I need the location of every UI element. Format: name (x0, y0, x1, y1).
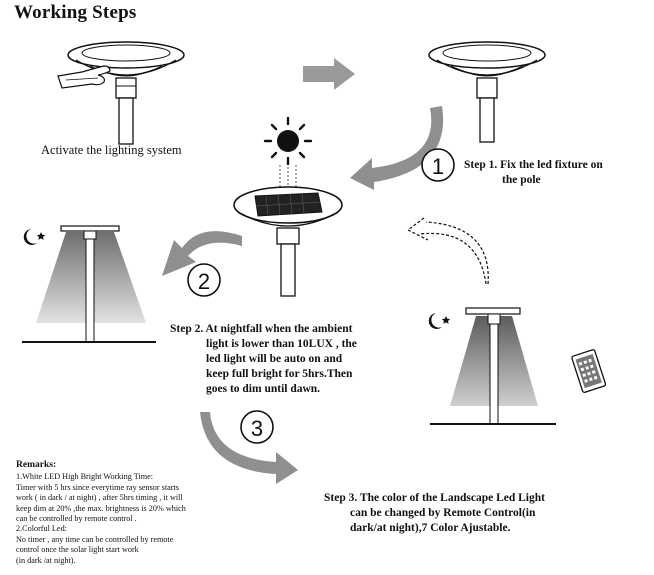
step-1-number: 1 (431, 154, 445, 179)
solar-lamp-illustration (234, 187, 342, 296)
page-title: Working Steps (14, 2, 137, 23)
step-2-line-3: led light will be auto on and (206, 353, 343, 365)
step-2-line-5: goes to dim until dawn. (206, 383, 321, 395)
step-2-line-4: keep full bright for 5hrs.Then (206, 368, 353, 380)
remarks-line: keep dim at 20% ,the max. brightness is 20% which (16, 503, 186, 513)
step-1-text (464, 158, 603, 188)
remarks-line: can be controlled by remote control . (16, 514, 137, 524)
step-2-text (170, 322, 357, 397)
hand-icon (58, 66, 110, 88)
step-3-line-1: Step 3. The color of the Landscape Led Light (324, 492, 545, 504)
remarks-line: 2.Colorful Led: (16, 524, 67, 534)
moon-star-icon (24, 229, 45, 245)
remarks-line: control once the solar light start work (16, 545, 139, 555)
lamp-activate-illustration (58, 42, 184, 144)
right-arrow-icon (303, 58, 355, 90)
night-street-light-illustration (22, 226, 156, 342)
remarks-block (16, 460, 266, 566)
step-1-line-2: the pole (502, 174, 541, 186)
remote-control-icon (571, 349, 606, 393)
dotted-arrow-icon (408, 218, 488, 284)
sun-icon (265, 118, 311, 192)
remarks-line: No timer , any time can be controlled by remote (16, 534, 174, 544)
step-2-line-2: light is lower than 10LUX , the (206, 338, 357, 350)
remarks-line: 1.White LED High Bright Working Time: (16, 472, 154, 482)
remarks-line: work ( in dark / at night) , after 5hrs timing , it will (16, 493, 183, 503)
step-3-line-2: can be changed by Remote Control(in (350, 507, 536, 519)
step-3-line-3: dark/at night),7 Color Ajustable. (350, 522, 511, 534)
lamp-fixed-illustration (429, 42, 545, 142)
remarks-line: Timer with 5 hrs since everytime ray sensor starts (16, 482, 179, 492)
step-3-text (324, 491, 545, 536)
step-2-line-1: Step 2. At nightfall when the ambient (170, 323, 353, 335)
moon-star-icon (429, 313, 450, 329)
remarks-line: (in dark /at night). (16, 555, 76, 565)
step-1-line-1: Step 1. Fix the led fixture on (464, 159, 603, 171)
activate-caption: Activate the lighting system (41, 143, 182, 157)
step-3-number: 3 (250, 416, 264, 441)
remarks-title: Remarks: (16, 460, 57, 470)
color-street-light-illustration (429, 308, 556, 424)
step-2-number: 2 (197, 269, 211, 294)
